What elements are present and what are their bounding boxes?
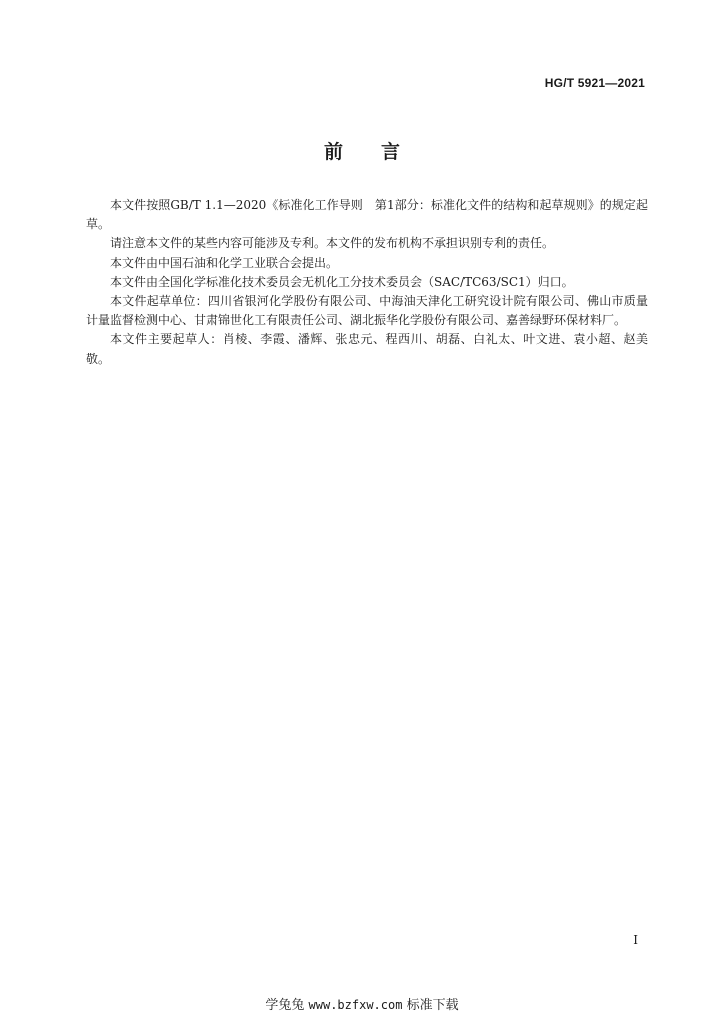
paragraph-drafting-rules: 本文件按照GB/T 1.1—2020《标准化工作导则 第1部分：标准化文件的结构和起草规则》的规定起草。 (86, 198, 648, 232)
paragraph-administrator: 本文件由全国化学标准化技术委员会无机化工分技术委员会（SAC/TC63/SC1）归口。 (110, 274, 574, 289)
document-code: HG/T 5921—2021 (544, 76, 645, 90)
footer-url-link[interactable]: www.bzfxw.com (308, 998, 403, 1012)
footer-site-name: 学兔兔 (265, 998, 305, 1013)
footer-site-desc: 标准下载 (406, 998, 459, 1013)
foreword-body (86, 196, 648, 369)
page-number: I (633, 933, 638, 947)
page-title: 前言 (323, 141, 438, 163)
paragraph-proposer: 本文件由中国石油和化学工业联合会提出。 (110, 255, 339, 270)
paragraph-drafting-units: 本文件起草单位：四川省银河化学股份有限公司、中海油天津化工研究设计院有限公司、佛山市质量计量监督检测中心、甘肃锦世化工有限责任公司、湖北振华化学股份有限公司、嘉善绿野环保材料厂。 (86, 294, 648, 328)
footer-watermark (0, 994, 724, 1013)
paragraph-drafters: 本文件主要起草人：肖棱、李霞、潘辉、张忠元、程西川、胡磊、白礼太、叶文进、袁小超、赵美敬。 (86, 332, 648, 366)
paragraph-patent-notice: 请注意本文件的某些内容可能涉及专利。本文件的发布机构不承担识别专利的责任。 (110, 236, 555, 251)
